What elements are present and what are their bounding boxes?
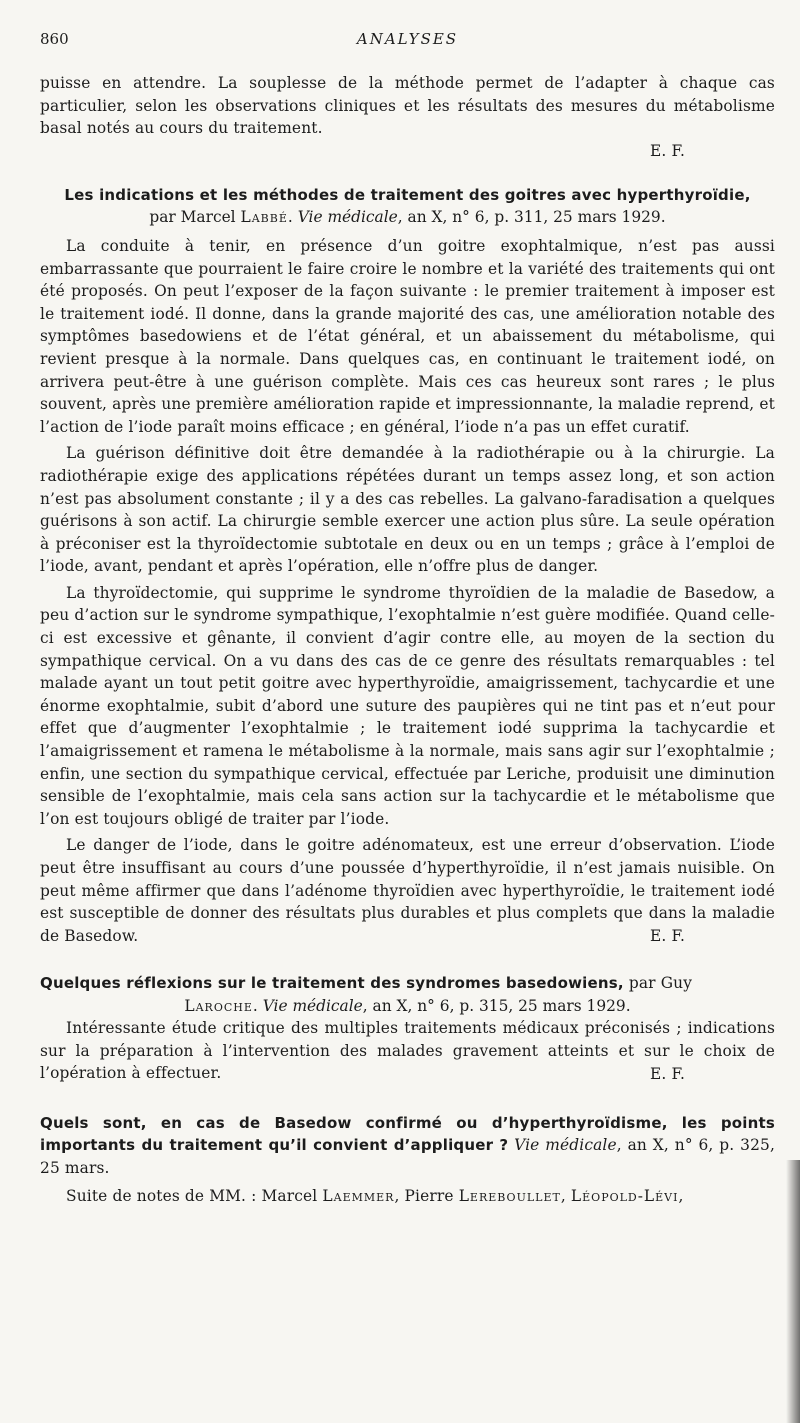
article-1-paragraph: La conduite à tenir, en présence d’un goitre exophtalmique, n’est pas aussi embarrassante que pourraient le faire croire le nombre et la variété des traitements qui ont été proposés. On peut l’exposer de la façon suivante : le premier traitement à imposer est le traitement iodé. Il donne, dans la grande majorité des cas, une amélioration notable des symptômes basedowiens et de l’état général, et un abaissement du métabolisme, qui revient presque à la normale. Dans quelques cas, en continuant le traitement iodé, on arrivera peut-être à une guérison complète. Mais ces cas heureux sont rares ; le plus souvent, après une première amélioration rapide et impressionnante, la maladie reprend, et l’action de l’iode paraît moins efficace ; en général, l’iode n’a pas un effet curatif. <box>40 236 775 436</box>
page-edge-shadow <box>786 1160 800 1423</box>
article-1-journal: Vie médicale <box>297 208 398 227</box>
article-3-author-2: Lereboullet <box>458 1187 561 1206</box>
article-3-author-3: Léopold-Lévi <box>570 1187 679 1206</box>
article-3-text: Suite de notes de MM. : Marcel Laemmer, Pierre Lereboullet, Léopold-Lévi, <box>66 1187 684 1206</box>
article-2-journal: Vie médicale <box>262 996 363 1015</box>
article-1-paragraph: La thyroïdectomie, qui supprime le syndrome thyroïdien de la maladie de Basedow, a peu d’action sur le syndrome sympathique, l’exophtalmie n’est guère modifiée. Quand celle-ci est excessive et gênante, il convient d’agir contre elle, au moyen de la section du sympathique cervical. On a vu dans des cas de ce genre des résultats remarquables : tel malade ayant un tout petit goitre avec hyperthyroïdie, amaigrissement, tachycardie et une énorme exophtalmie, subit d’abord une suture des paupières qui ne tint pas et n’eut pour effet que d’augmenter l’exophtalmie ; le traitement iodé supprima la tachycardie et l’amaigrissement et ramena le métabolisme à la normale, mais sans agir sur l’exophtalmie ; enfin, une section du sympathique cervical, effectuée par Leriche, produisit une diminution sensible de l’exophtalmie, mais cela sans action sur la tachycardie et le métabolisme que l’on est toujours obligé de traiter par l’iode. <box>40 583 775 828</box>
article-1-paragraph: Le danger de l’iode, dans le goitre adénomateux, est une erreur d’observation. L’iode peut être insuffisant au cours d’une poussée d’hyperthyroïdie, il n’est jamais nuisible. On peut même affirmer que dans l’adénome thyroïdien avec hyperthyroïdie, le traitement iodé est susceptible de donner des résultats plus durables et plus complets que dans la maladie de Basedow. <box>40 836 775 945</box>
article-3-author-1: Laemmer <box>322 1187 395 1206</box>
page-number: 860 <box>40 30 69 48</box>
article-1 <box>40 184 775 948</box>
intro-signature-line <box>40 140 775 163</box>
running-head <box>40 30 775 56</box>
article-3-journal: Vie médicale <box>514 1136 617 1155</box>
article-1-signature-line <box>40 925 775 948</box>
article-3-title: Quels sont, en cas de Basedow confirmé ou d’hyperthyroïdisme, les points importants du traitement qu’il convient d’appliquer ? <box>40 1113 775 1155</box>
intro-signature: E. F. <box>650 141 685 160</box>
running-title: ANALYSES <box>356 30 459 48</box>
intro-block <box>40 72 775 162</box>
intro-text: puisse en attendre. La souplesse de la méthode permet de l’adapter à chaque cas particulier, selon les observations cliniques et les résultats des mesures du métabolisme basal notés au cours du traitement. <box>40 74 775 138</box>
article-2-text: Intéressante étude critique des multiples traitements médicaux préconisés ; indications sur la préparation à l’intervention des malades gravement atteints et sur le choix de l’opération à effectuer. <box>40 1019 775 1083</box>
article-1-byline: par Marcel Labbé. Vie médicale, an X, n° 6, p. 311, 25 mars 1929. <box>149 208 666 227</box>
article-1-title: Les indications et les méthodes de traitement des goitres avec hyperthyroïdie, <box>64 186 751 205</box>
article-1-body <box>40 235 775 948</box>
article-2-heading: Quelques réflexions sur le traitement des syndromes basedowiens, par Guy <box>40 973 693 992</box>
article-2-author: Laroche <box>184 996 253 1015</box>
article-1-paragraph: La guérison définitive doit être demandée à la radiothérapie ou à la chirurgie. La radiothérapie exige des applications répétées durant un temps assez long, et son action n’est pas absolument constante ; il y a des cas rebelles. La galvano-faradisation a quelques guérisons à son actif. La chirurgie semble exercer une action plus sûre. La seule opération à préconiser est la thyroïdectomie subtotale en deux ou en un temps ; grâce à l’emploi de l’iode, avant, pendant et après l’opération, elle n’offre plus de danger. <box>40 444 775 576</box>
article-2 <box>40 972 775 1086</box>
article-2-byline: Laroche. Vie médicale, an X, n° 6, p. 315, 25 mars 1929. <box>184 996 631 1015</box>
article-3-heading: Quels sont, en cas de Basedow confirmé ou d’hyperthyroïdisme, les points importants du traitement qu’il convient d’appliquer ? Vie médicale, an X, n° 6, p. 325, 25 mars. <box>40 1113 775 1177</box>
page <box>40 30 775 1208</box>
article-3 <box>40 1112 775 1208</box>
article-2-body <box>40 1017 775 1085</box>
article-1-signature: E. F. <box>650 927 685 946</box>
article-1-author: Labbé <box>240 208 288 227</box>
article-2-title: Quelques réflexions sur le traitement des syndromes basedowiens, <box>40 973 624 992</box>
article-2-signature: E. F. <box>650 1064 685 1083</box>
